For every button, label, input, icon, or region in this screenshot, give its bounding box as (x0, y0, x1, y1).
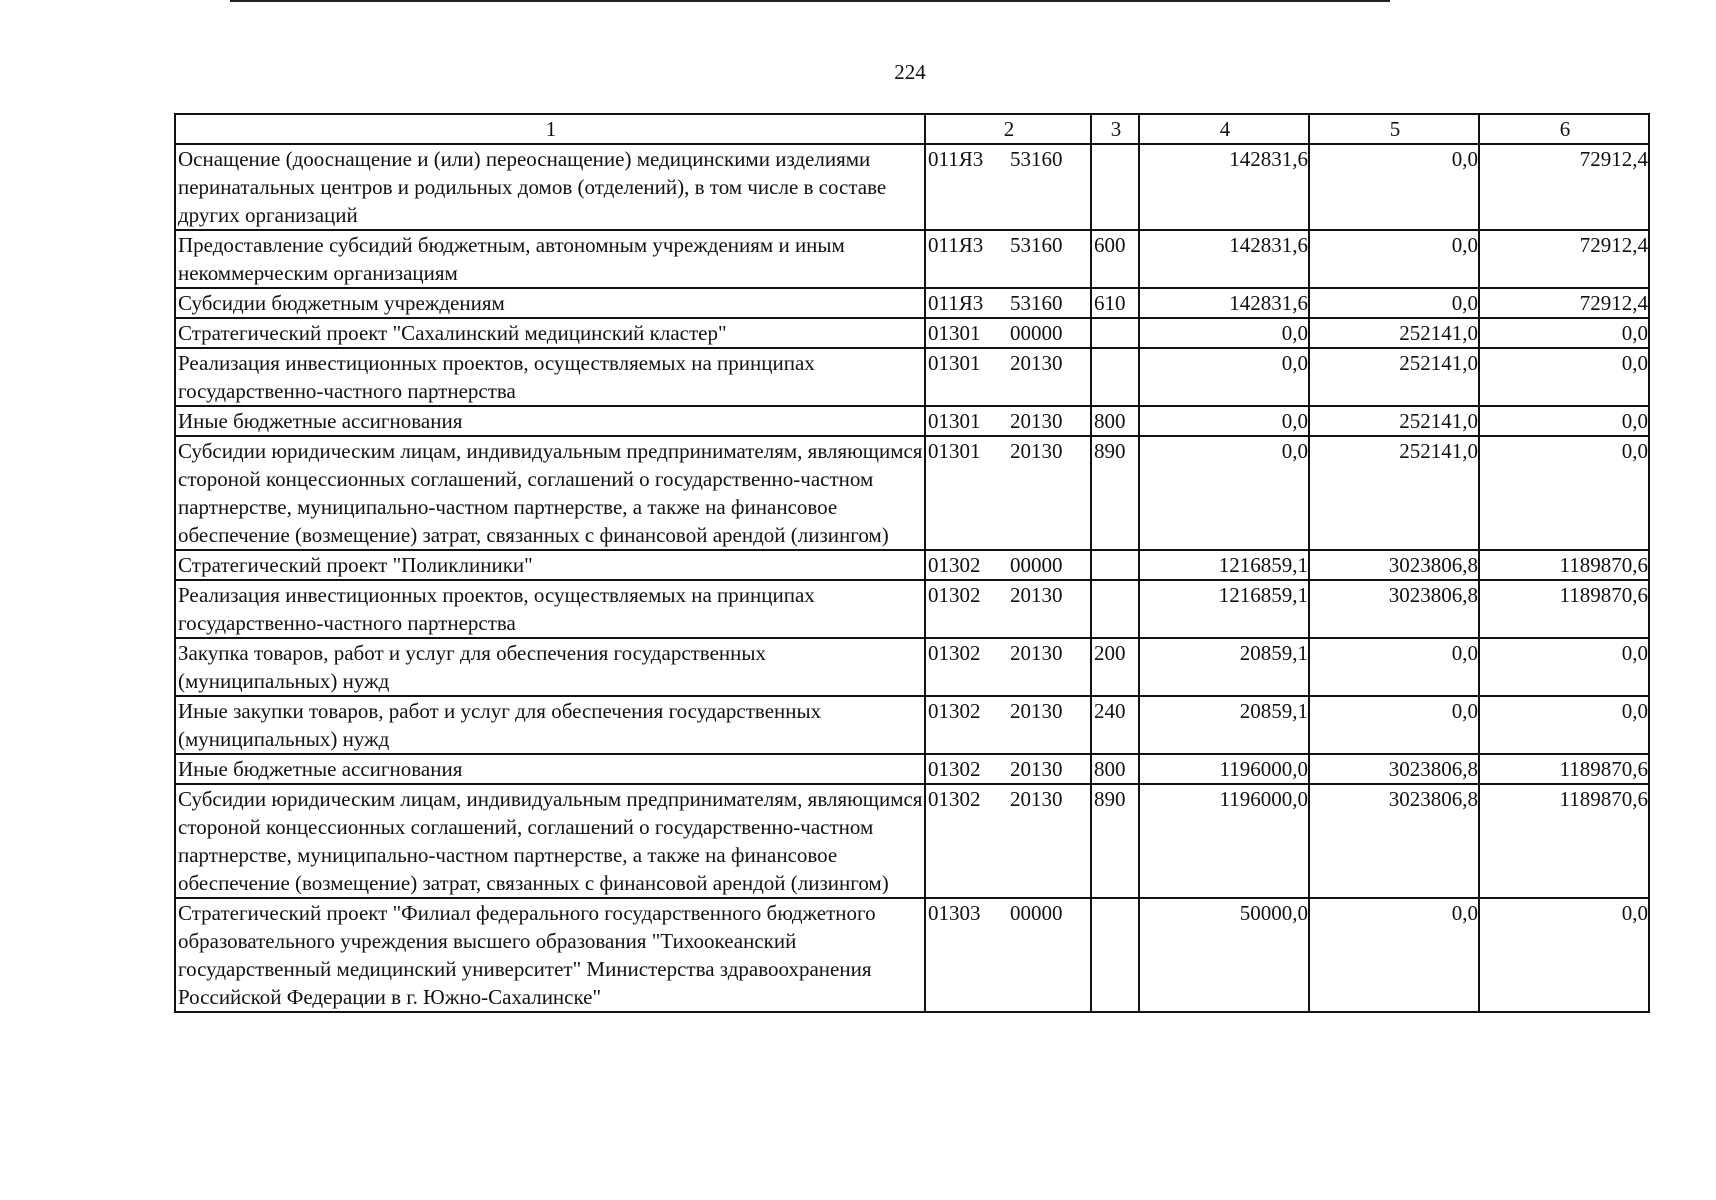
amount-col5-cell: 0,0 (1309, 696, 1479, 754)
amount-col6-cell: 1189870,6 (1479, 754, 1649, 784)
header-row (175, 114, 1649, 144)
amount-col6-cell: 1189870,6 (1479, 550, 1649, 580)
program-code: 011Я3 (928, 233, 984, 257)
target-code-cell (925, 230, 1091, 288)
target-code-cell (925, 406, 1091, 436)
item-name-cell: Иные бюджетные ассигнования (175, 406, 925, 436)
target-code-cell (925, 144, 1091, 230)
amount-col4-cell: 0,0 (1139, 318, 1309, 348)
direction-code: 00000 (1010, 901, 1063, 925)
table-row (175, 230, 1649, 288)
amount-col6-cell: 72912,4 (1479, 288, 1649, 318)
target-code-cell (925, 784, 1091, 898)
program-code: 011Я3 (928, 147, 984, 171)
expense-type-cell (1091, 580, 1139, 638)
amount-col5-cell: 3023806,8 (1309, 784, 1479, 898)
amount-col6-cell: 72912,4 (1479, 230, 1649, 288)
amount-col4-cell: 0,0 (1139, 348, 1309, 406)
expense-type-cell: 600 (1091, 230, 1139, 288)
expense-type-cell (1091, 550, 1139, 580)
amount-col6-cell: 0,0 (1479, 406, 1649, 436)
direction-code: 20130 (1010, 787, 1063, 811)
target-code-cell (925, 550, 1091, 580)
table-row (175, 318, 1649, 348)
amount-col4-cell: 1196000,0 (1139, 784, 1309, 898)
direction-code: 00000 (1010, 321, 1063, 345)
column-header: 1 (175, 114, 925, 144)
top-scan-edge (230, 0, 1390, 2)
amount-col4-cell: 0,0 (1139, 406, 1309, 436)
expense-type-cell (1091, 348, 1139, 406)
expense-type-cell (1091, 898, 1139, 1012)
amount-col4-cell: 142831,6 (1139, 144, 1309, 230)
direction-code: 20130 (1010, 641, 1063, 665)
table-row (175, 580, 1649, 638)
target-code-cell (925, 898, 1091, 1012)
direction-code: 20130 (1010, 439, 1063, 463)
amount-col4-cell: 1196000,0 (1139, 754, 1309, 784)
expense-type-cell: 200 (1091, 638, 1139, 696)
amount-col5-cell: 0,0 (1309, 144, 1479, 230)
expense-type-cell: 610 (1091, 288, 1139, 318)
table-row (175, 348, 1649, 406)
amount-col4-cell: 1216859,1 (1139, 580, 1309, 638)
item-name-cell: Реализация инвестиционных проектов, осуществляемых на принципах государственно-частного партнерства (175, 580, 925, 638)
program-code: 01302 (928, 787, 981, 811)
table-row (175, 898, 1649, 1012)
expense-type-cell (1091, 144, 1139, 230)
program-code: 01301 (928, 409, 981, 433)
column-header: 4 (1139, 114, 1309, 144)
direction-code: 20130 (1010, 699, 1063, 723)
amount-col5-cell: 0,0 (1309, 898, 1479, 1012)
target-code-cell (925, 696, 1091, 754)
direction-code: 00000 (1010, 553, 1063, 577)
program-code: 01302 (928, 553, 981, 577)
amount-col4-cell: 142831,6 (1139, 230, 1309, 288)
target-code-cell (925, 318, 1091, 348)
program-code: 01302 (928, 757, 981, 781)
item-name-cell: Субсидии юридическим лицам, индивидуальным предпринимателям, являющимся стороной концессионных соглашений, соглашений о государственно-частном партнерстве, муниципально-частном партнерстве, а также на финансовое обеспечение (возмещение) затрат, связанных с финансовой арендой (лизингом) (175, 436, 925, 550)
program-code: 01302 (928, 699, 981, 723)
target-code-cell (925, 288, 1091, 318)
program-code: 01301 (928, 439, 981, 463)
item-name-cell: Стратегический проект "Сахалинский медицинский кластер" (175, 318, 925, 348)
target-code-cell (925, 348, 1091, 406)
item-name-cell: Стратегический проект "Филиал федерального государственного бюджетного образовательного учреждения высшего образования "Тихоокеанский государственный медицинский университет" Министерства здравоохранения Российской Федерации в г. Южно-Сахалинске" (175, 898, 925, 1012)
amount-col5-cell: 252141,0 (1309, 318, 1479, 348)
amount-col6-cell: 72912,4 (1479, 144, 1649, 230)
amount-col4-cell: 20859,1 (1139, 696, 1309, 754)
target-code-cell (925, 638, 1091, 696)
direction-code: 20130 (1010, 351, 1063, 375)
amount-col6-cell: 1189870,6 (1479, 580, 1649, 638)
amount-col5-cell: 252141,0 (1309, 406, 1479, 436)
page-number: 224 (894, 60, 926, 84)
amount-col6-cell: 0,0 (1479, 638, 1649, 696)
expense-type-cell (1091, 318, 1139, 348)
expense-type-cell: 890 (1091, 436, 1139, 550)
program-code: 01301 (928, 351, 981, 375)
column-header: 3 (1091, 114, 1139, 144)
amount-col6-cell: 0,0 (1479, 696, 1649, 754)
table-row (175, 406, 1649, 436)
target-code-cell (925, 436, 1091, 550)
amount-col5-cell: 3023806,8 (1309, 754, 1479, 784)
column-header: 5 (1309, 114, 1479, 144)
amount-col5-cell: 252141,0 (1309, 436, 1479, 550)
amount-col5-cell: 0,0 (1309, 288, 1479, 318)
item-name-cell: Иные закупки товаров, работ и услуг для обеспечения государственных (муниципальных) нужд (175, 696, 925, 754)
amount-col5-cell: 3023806,8 (1309, 550, 1479, 580)
column-header: 2 (925, 114, 1091, 144)
item-name-cell: Субсидии бюджетным учреждениям (175, 288, 925, 318)
expense-type-cell: 800 (1091, 754, 1139, 784)
amount-col6-cell: 0,0 (1479, 898, 1649, 1012)
program-code: 01301 (928, 321, 981, 345)
column-header: 6 (1479, 114, 1649, 144)
item-name-cell: Субсидии юридическим лицам, индивидуальным предпринимателям, являющимся стороной концессионных соглашений, соглашений о государственно-частном партнерстве, муниципально-частном партнерстве, а также на финансовое обеспечение (возмещение) затрат, связанных с финансовой арендой (лизингом) (175, 784, 925, 898)
amount-col6-cell: 1189870,6 (1479, 784, 1649, 898)
expense-type-cell: 890 (1091, 784, 1139, 898)
amount-col5-cell: 0,0 (1309, 638, 1479, 696)
amount-col4-cell: 50000,0 (1139, 898, 1309, 1012)
direction-code: 53160 (1010, 291, 1063, 315)
program-code: 01302 (928, 583, 981, 607)
item-name-cell: Иные бюджетные ассигнования (175, 754, 925, 784)
item-name-cell: Закупка товаров, работ и услуг для обеспечения государственных (муниципальных) нужд (175, 638, 925, 696)
amount-col4-cell: 142831,6 (1139, 288, 1309, 318)
amount-col5-cell: 252141,0 (1309, 348, 1479, 406)
item-name-cell: Реализация инвестиционных проектов, осуществляемых на принципах государственно-частного партнерства (175, 348, 925, 406)
budget-table (174, 113, 1650, 1013)
table-row (175, 754, 1649, 784)
program-code: 011Я3 (928, 291, 984, 315)
program-code: 01303 (928, 901, 981, 925)
table-row (175, 436, 1649, 550)
direction-code: 53160 (1010, 233, 1063, 257)
amount-col6-cell: 0,0 (1479, 436, 1649, 550)
amount-col5-cell: 0,0 (1309, 230, 1479, 288)
expense-type-cell: 800 (1091, 406, 1139, 436)
expense-type-cell: 240 (1091, 696, 1139, 754)
table-row (175, 784, 1649, 898)
table-row (175, 638, 1649, 696)
direction-code: 20130 (1010, 409, 1063, 433)
direction-code: 20130 (1010, 583, 1063, 607)
target-code-cell (925, 754, 1091, 784)
amount-col4-cell: 1216859,1 (1139, 550, 1309, 580)
amount-col4-cell: 20859,1 (1139, 638, 1309, 696)
item-name-cell: Оснащение (дооснащение и (или) переоснащение) медицинскими изделиями перинатальных центров и родильных домов (отделений), в том числе в составе других организаций (175, 144, 925, 230)
amount-col6-cell: 0,0 (1479, 348, 1649, 406)
direction-code: 20130 (1010, 757, 1063, 781)
program-code: 01302 (928, 641, 981, 665)
item-name-cell: Предоставление субсидий бюджетным, автономным учреждениям и иным некоммерческим организациям (175, 230, 925, 288)
target-code-cell (925, 580, 1091, 638)
table-row (175, 288, 1649, 318)
direction-code: 53160 (1010, 147, 1063, 171)
amount-col6-cell: 0,0 (1479, 318, 1649, 348)
amount-col5-cell: 3023806,8 (1309, 580, 1479, 638)
table-row (175, 550, 1649, 580)
item-name-cell: Стратегический проект "Поликлиники" (175, 550, 925, 580)
amount-col4-cell: 0,0 (1139, 436, 1309, 550)
table-row (175, 144, 1649, 230)
table-row (175, 696, 1649, 754)
